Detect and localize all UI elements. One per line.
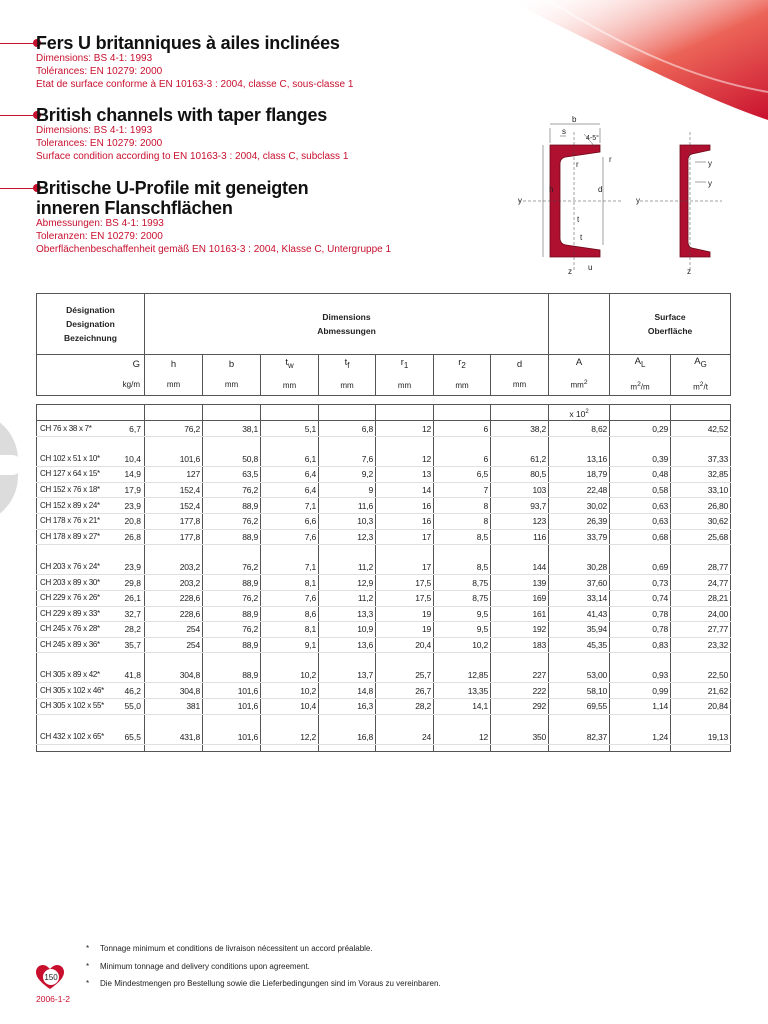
- value-cell: 13: [376, 467, 434, 483]
- value-cell: 33,10: [671, 482, 731, 498]
- value-cell: 24: [376, 729, 434, 744]
- value-cell: 13,35: [434, 683, 491, 699]
- value-cell: 11,2: [319, 560, 376, 575]
- value-cell: 24,77: [671, 575, 731, 591]
- designation-cell: CH 203 x 76 x 24* 23,9: [37, 560, 145, 575]
- value-cell: 32,85: [671, 467, 731, 483]
- value-cell: 9,1: [261, 637, 319, 653]
- value-cell: 203,2: [145, 560, 203, 575]
- label-angle: 4-5°: [586, 135, 599, 142]
- spec-line: Oberflächenbeschaffenheit gemäß EN 10163-3 : 2004, Klasse C, Untergruppe 1: [36, 244, 392, 255]
- value-cell: 53,00: [549, 668, 610, 683]
- value-cell: 203,2: [145, 575, 203, 591]
- value-cell: 12,9: [319, 575, 376, 591]
- value-cell: 10,2: [434, 637, 491, 653]
- value-cell: 17,5: [376, 575, 434, 591]
- designation-cell: CH 305 x 102 x 46* 46,2: [37, 683, 145, 699]
- value-cell: 76,2: [203, 560, 261, 575]
- section-properties-table: [36, 293, 731, 752]
- value-cell: 103: [491, 482, 549, 498]
- value-cell: 127: [145, 467, 203, 483]
- value-cell: 0,29: [610, 421, 671, 437]
- table-body: [37, 404, 731, 751]
- value-cell: 0,58: [610, 482, 671, 498]
- value-cell: 8: [434, 498, 491, 514]
- value-cell: 7,6: [261, 529, 319, 545]
- mass-value: 20,8: [124, 516, 141, 527]
- value-cell: 101,6: [203, 683, 261, 699]
- label-tw: t: [577, 215, 580, 224]
- symbol-unit-row: G kg/m h mm b mm $t_w$ mm $t_f$ mm $r_1$ mm $r_2$ mm d mm A $mm^2$ $A_L$ $m^2/m$ $A_G$ $m^2/t$: [37, 355, 731, 396]
- value-cell: 76,2: [145, 421, 203, 437]
- value-cell: 101,6: [203, 699, 261, 715]
- value-cell: 37,33: [671, 452, 731, 467]
- designation-cell: CH 229 x 89 x 33* 32,7: [37, 606, 145, 622]
- value-cell: 6,4: [261, 482, 319, 498]
- value-cell: 431,8: [145, 729, 203, 744]
- value-cell: 18,79: [549, 467, 610, 483]
- label-ys: y: [708, 159, 712, 168]
- value-cell: 19,13: [671, 729, 731, 744]
- mass-value: 65,5: [124, 731, 141, 742]
- spec-line: Tolerances: EN 10279: 2000: [36, 138, 163, 149]
- designation-cell: CH 432 x 102 x 65* 65,5: [37, 729, 145, 744]
- section-title-de-2: inneren Flanschflächen: [36, 198, 233, 218]
- value-cell: 26,39: [549, 513, 610, 529]
- value-cell: 63,5: [203, 467, 261, 483]
- value-cell: 6,1: [261, 452, 319, 467]
- value-cell: 76,2: [203, 622, 261, 638]
- value-cell: 8,75: [434, 590, 491, 606]
- side-tab-notch: [0, 455, 22, 475]
- spec-line: Tolérances: EN 10279: 2000: [36, 66, 163, 77]
- value-cell: 0,83: [610, 637, 671, 653]
- value-cell: 82,37: [549, 729, 610, 744]
- value-cell: 37,60: [549, 575, 610, 591]
- table-row: [37, 498, 731, 514]
- mass-value: 23,9: [124, 562, 141, 573]
- value-cell: 11,2: [319, 590, 376, 606]
- mass-value: 14,9: [124, 469, 141, 480]
- value-cell: 10,9: [319, 622, 376, 638]
- value-cell: 0,78: [610, 622, 671, 638]
- value-cell: 19: [376, 606, 434, 622]
- footnote: * Die Mindestmengen pro Bestellung sowie die Lieferbedingungen sind im Voraus zu vereinbaren.: [86, 979, 441, 988]
- value-cell: 16,8: [319, 729, 376, 744]
- value-cell: 7,1: [261, 560, 319, 575]
- value-cell: 6,4: [261, 467, 319, 483]
- value-cell: 8,5: [434, 560, 491, 575]
- footnote: * Minimum tonnage and delivery conditions upon agreement.: [86, 961, 310, 971]
- value-cell: 177,8: [145, 529, 203, 545]
- value-cell: 14,8: [319, 683, 376, 699]
- value-cell: 17: [376, 529, 434, 545]
- value-cell: 58,10: [549, 683, 610, 699]
- value-cell: 7: [434, 482, 491, 498]
- designation-cell: CH 178 x 76 x 21* 20,8: [37, 513, 145, 529]
- spec-line: Abmessungen: BS 4-1: 1993: [36, 218, 164, 229]
- value-cell: 20,4: [376, 637, 434, 653]
- mass-value: 55,0: [124, 701, 141, 712]
- page-number-badge: [36, 965, 64, 991]
- value-cell: 9: [319, 482, 376, 498]
- section-title-fr: Fers U britanniques à ailes inclinées: [36, 33, 340, 53]
- value-cell: 8: [434, 513, 491, 529]
- table-row: [37, 452, 731, 467]
- label-z-left: z: [568, 267, 572, 276]
- value-cell: 69,55: [549, 699, 610, 715]
- designation-header: Désignation Designation Bezeichnung: [37, 294, 145, 355]
- value-cell: 16: [376, 513, 434, 529]
- value-cell: 10,4: [261, 699, 319, 715]
- spec-line: Dimensions: BS 4-1: 1993: [36, 125, 153, 136]
- label-tf: t: [580, 233, 583, 242]
- value-cell: 0,78: [610, 606, 671, 622]
- value-cell: 0,74: [610, 590, 671, 606]
- value-cell: 10,3: [319, 513, 376, 529]
- value-cell: 0,93: [610, 668, 671, 683]
- designation-cell: CH 102 x 51 x 10* 10,4: [37, 452, 145, 467]
- mass-value: 32,7: [124, 608, 141, 619]
- label-y-left: y: [518, 196, 522, 205]
- value-cell: 254: [145, 622, 203, 638]
- table-row: [37, 513, 731, 529]
- label-y-right: y: [636, 196, 640, 205]
- value-cell: 13,7: [319, 668, 376, 683]
- value-cell: 0,73: [610, 575, 671, 591]
- value-cell: 35,94: [549, 622, 610, 638]
- designation-cell: CH 245 x 89 x 36* 35,7: [37, 637, 145, 653]
- value-cell: 10,2: [261, 683, 319, 699]
- value-cell: 14,1: [434, 699, 491, 715]
- value-cell: 5,1: [261, 421, 319, 437]
- value-cell: 11,6: [319, 498, 376, 514]
- label-d: d: [598, 185, 603, 194]
- value-cell: 16: [376, 498, 434, 514]
- designation-cell: CH 127 x 64 x 15* 14,9: [37, 467, 145, 483]
- value-cell: 381: [145, 699, 203, 715]
- value-cell: 33,14: [549, 590, 610, 606]
- value-cell: 30,62: [671, 513, 731, 529]
- value-cell: 183: [491, 637, 549, 653]
- value-cell: 9,5: [434, 622, 491, 638]
- label-r1: r: [576, 160, 579, 169]
- value-cell: 16,3: [319, 699, 376, 715]
- value-cell: 13,3: [319, 606, 376, 622]
- value-cell: 88,9: [203, 498, 261, 514]
- table-row: [37, 729, 731, 744]
- value-cell: 177,8: [145, 513, 203, 529]
- table-row: [37, 606, 731, 622]
- mass-value: 23,9: [124, 500, 141, 511]
- mass-value: 26,8: [124, 531, 141, 542]
- table-row: [37, 590, 731, 606]
- value-cell: 228,6: [145, 606, 203, 622]
- value-cell: 45,35: [549, 637, 610, 653]
- value-cell: 0,63: [610, 498, 671, 514]
- value-cell: 0,63: [610, 513, 671, 529]
- spec-line: Toleranzen: EN 10279: 2000: [36, 231, 163, 242]
- value-cell: 304,8: [145, 668, 203, 683]
- value-cell: 61,2: [491, 452, 549, 467]
- mass-value: 28,2: [124, 624, 141, 635]
- value-cell: 22,48: [549, 482, 610, 498]
- table-row: [37, 668, 731, 683]
- value-cell: 9,2: [319, 467, 376, 483]
- label-b: b: [572, 115, 577, 124]
- value-cell: 8,62: [549, 421, 610, 437]
- label-s: s: [562, 127, 566, 136]
- value-cell: 12,3: [319, 529, 376, 545]
- value-cell: 8,6: [261, 606, 319, 622]
- spec-line: Etat de surface conforme à EN 10163-3 : 2004, classe C, sous-classe 1: [36, 79, 354, 90]
- table-row: [37, 622, 731, 638]
- designation-cell: CH 178 x 89 x 27* 26,8: [37, 529, 145, 545]
- value-cell: 23,32: [671, 637, 731, 653]
- value-cell: 169: [491, 590, 549, 606]
- value-cell: 350: [491, 729, 549, 744]
- value-cell: 88,9: [203, 575, 261, 591]
- value-cell: 152,4: [145, 482, 203, 498]
- value-cell: 1,14: [610, 699, 671, 715]
- value-cell: 139: [491, 575, 549, 591]
- value-cell: 6: [434, 421, 491, 437]
- value-cell: 0,69: [610, 560, 671, 575]
- value-cell: 101,6: [145, 452, 203, 467]
- dimensions-header: Dimensions Abmessungen: [145, 294, 549, 355]
- corner-swoosh: [508, 0, 768, 120]
- designation-cell: CH 305 x 102 x 55* 55,0: [37, 699, 145, 715]
- value-cell: 8,1: [261, 575, 319, 591]
- value-cell: 25,7: [376, 668, 434, 683]
- value-cell: 20,84: [671, 699, 731, 715]
- designation-cell: CH 203 x 89 x 30* 29,8: [37, 575, 145, 591]
- table-row: [37, 637, 731, 653]
- value-cell: 88,9: [203, 637, 261, 653]
- value-cell: 24,00: [671, 606, 731, 622]
- designation-cell: CH 152 x 76 x 18* 17,9: [37, 482, 145, 498]
- value-cell: 12,2: [261, 729, 319, 744]
- value-cell: 7,1: [261, 498, 319, 514]
- value-cell: 254: [145, 637, 203, 653]
- value-cell: 0,99: [610, 683, 671, 699]
- value-cell: 116: [491, 529, 549, 545]
- designation-cell: CH 245 x 76 x 28* 28,2: [37, 622, 145, 638]
- value-cell: 304,8: [145, 683, 203, 699]
- value-cell: 30,28: [549, 560, 610, 575]
- mass-value: 17,9: [124, 485, 141, 496]
- value-cell: 6,5: [434, 467, 491, 483]
- value-cell: 76,2: [203, 482, 261, 498]
- mass-value: 6,7: [129, 423, 141, 434]
- value-cell: 6,6: [261, 513, 319, 529]
- value-cell: 13,6: [319, 637, 376, 653]
- mass-value: 29,8: [124, 577, 141, 588]
- designation-cell: CH 229 x 76 x 26* 26,1: [37, 590, 145, 606]
- channel-profile-diagram: [510, 110, 750, 280]
- value-cell: 101,6: [203, 729, 261, 744]
- designation-cell: CH 305 x 89 x 42* 41,8: [37, 668, 145, 683]
- value-cell: 10,2: [261, 668, 319, 683]
- footnotes: [86, 940, 441, 993]
- value-cell: 17: [376, 560, 434, 575]
- value-cell: 152,4: [145, 498, 203, 514]
- mass-value: 26,1: [124, 593, 141, 604]
- value-cell: 12: [376, 452, 434, 467]
- table-row: [37, 560, 731, 575]
- surface-header: Surface Oberfläche: [610, 294, 731, 355]
- value-cell: 8,1: [261, 622, 319, 638]
- value-cell: 88,9: [203, 606, 261, 622]
- value-cell: 42,52: [671, 421, 731, 437]
- table-row: [37, 699, 731, 715]
- footnote: * Tonnage minimum et conditions de livraison nécessitent un accord préalable.: [86, 944, 373, 953]
- value-cell: 28,21: [671, 590, 731, 606]
- section-title-de-1: Britische U-Profile mit geneigten: [36, 178, 309, 198]
- value-cell: 76,2: [203, 513, 261, 529]
- spec-line: Dimensions: BS 4-1: 1993: [36, 53, 153, 64]
- value-cell: 28,77: [671, 560, 731, 575]
- label-r2: r: [609, 155, 612, 164]
- value-cell: 27,77: [671, 622, 731, 638]
- value-cell: 123: [491, 513, 549, 529]
- section-title-en: British channels with taper flanges: [36, 105, 328, 125]
- spec-line: Surface condition according to EN 10163-3 : 2004, class C, subclass 1: [36, 151, 349, 162]
- value-cell: 0,48: [610, 467, 671, 483]
- value-cell: 88,9: [203, 668, 261, 683]
- value-cell: 292: [491, 699, 549, 715]
- value-cell: 12: [434, 729, 491, 744]
- value-cell: 88,9: [203, 529, 261, 545]
- value-cell: 12,85: [434, 668, 491, 683]
- label-h: h: [549, 185, 554, 194]
- value-cell: 28,2: [376, 699, 434, 715]
- value-cell: 6,8: [319, 421, 376, 437]
- mass-value: 35,7: [124, 639, 141, 650]
- table-row: [37, 683, 731, 699]
- table-row: [37, 421, 731, 437]
- value-cell: 26,7: [376, 683, 434, 699]
- value-cell: 13,16: [549, 452, 610, 467]
- value-cell: 26,80: [671, 498, 731, 514]
- value-cell: 161: [491, 606, 549, 622]
- page-number: 150: [44, 973, 58, 982]
- value-cell: 192: [491, 622, 549, 638]
- value-cell: 9,5: [434, 606, 491, 622]
- value-cell: 76,2: [203, 590, 261, 606]
- mass-value: 46,2: [124, 685, 141, 696]
- value-cell: 19: [376, 622, 434, 638]
- value-cell: 222: [491, 683, 549, 699]
- table-row: [37, 575, 731, 591]
- value-cell: 227: [491, 668, 549, 683]
- value-cell: 17,5: [376, 590, 434, 606]
- value-cell: 14: [376, 482, 434, 498]
- value-cell: 21,62: [671, 683, 731, 699]
- label-ym: y: [708, 179, 712, 188]
- edition-label: 2006-1-2: [36, 994, 71, 1004]
- value-cell: 50,8: [203, 452, 261, 467]
- value-cell: 8,5: [434, 529, 491, 545]
- value-cell: 93,7: [491, 498, 549, 514]
- value-cell: 80,5: [491, 467, 549, 483]
- value-cell: 12: [376, 421, 434, 437]
- value-cell: 22,50: [671, 668, 731, 683]
- value-cell: 228,6: [145, 590, 203, 606]
- label-z-right: z: [687, 267, 691, 276]
- table-row: [37, 482, 731, 498]
- value-cell: 7,6: [319, 452, 376, 467]
- table-row: [37, 467, 731, 483]
- designation-cell: CH 76 x 38 x 7* 6,7: [37, 421, 145, 437]
- value-cell: 41,43: [549, 606, 610, 622]
- mass-value: 10,4: [124, 453, 141, 464]
- value-cell: 8,75: [434, 575, 491, 591]
- value-cell: 30,02: [549, 498, 610, 514]
- mass-value: 41,8: [124, 670, 141, 681]
- value-cell: 38,1: [203, 421, 261, 437]
- value-cell: 0,39: [610, 452, 671, 467]
- value-cell: 33,79: [549, 529, 610, 545]
- value-cell: 144: [491, 560, 549, 575]
- value-cell: 6: [434, 452, 491, 467]
- label-u: u: [588, 263, 593, 272]
- value-cell: 1,24: [610, 729, 671, 744]
- value-cell: 38,2: [491, 421, 549, 437]
- designation-cell: CH 152 x 89 x 24* 23,9: [37, 498, 145, 514]
- value-cell: 0,68: [610, 529, 671, 545]
- value-cell: 7,6: [261, 590, 319, 606]
- multiplier-row: x $10^2$: [37, 404, 731, 421]
- table-row: [37, 529, 731, 545]
- value-cell: 25,68: [671, 529, 731, 545]
